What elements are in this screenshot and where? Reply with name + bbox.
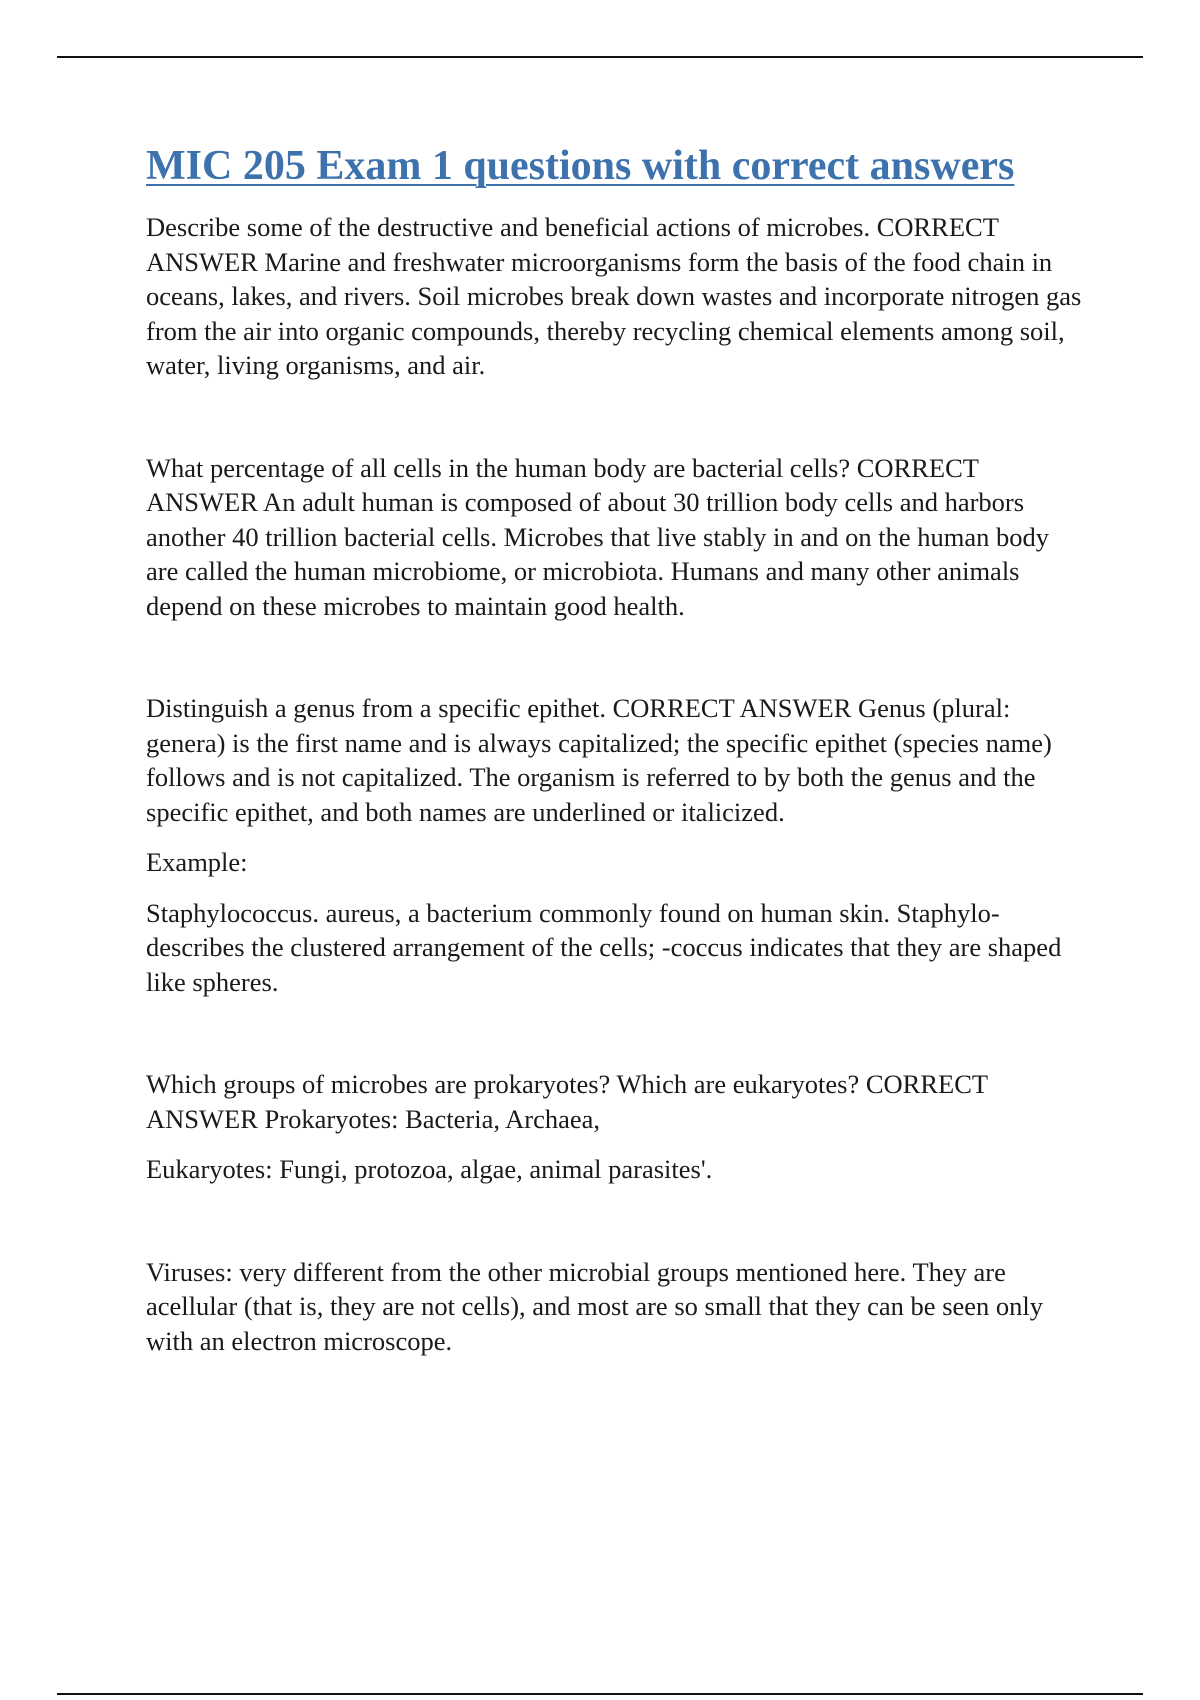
spacer bbox=[146, 1136, 1086, 1152]
spacer bbox=[146, 999, 1086, 1067]
paragraph-genus-epithet: Distinguish a genus from a specific epithet. CORRECT ANSWER Genus (plural: genera) is the first name and is always capitalized; the specific epithet (species name) follows and is not capitalized. The organism is referred to by both the genus and the specific epithet, and both names are underlined or italicized. bbox=[146, 693, 1052, 827]
paragraph-example-label: Example: bbox=[146, 847, 248, 877]
paragraph-viruses: Viruses: very different from the other microbial groups mentioned here. They are acellular (that is, they are not cells), and most are so small that they can be seen only with an electron microscope. bbox=[146, 1256, 1044, 1356]
spacer bbox=[146, 880, 1086, 896]
page-title: MIC 205 Exam 1 questions with correct answers bbox=[146, 143, 1015, 189]
footer-rule bbox=[57, 1693, 1143, 1695]
paragraph-eukaryotes: Eukaryotes: Fungi, protozoa, algae, animal parasites'. bbox=[146, 1154, 713, 1184]
paragraph-microbe-actions: Describe some of the destructive and beneficial actions of microbes. CORRECT ANSWER Marine and freshwater microorganisms form the basis of the food chain in oceans, lakes, and rivers. Soil microbes break down wastes and incorporate nitrogen gas from the air into organic compounds, thereby recycling chemical elements among soil, water, living organisms, and air. bbox=[146, 212, 1082, 380]
spacer bbox=[146, 623, 1086, 691]
document-body bbox=[146, 140, 1086, 1358]
header-rule bbox=[57, 56, 1143, 58]
spacer bbox=[146, 383, 1086, 451]
spacer bbox=[146, 1187, 1086, 1255]
spacer bbox=[146, 829, 1086, 845]
paragraph-bacterial-cells: What percentage of all cells in the human body are bacterial cells? CORRECT ANSWER An adult human is composed of about 30 trillion body cells and harbors another 40 trillion bacterial cells. Microbes that live stably in and on the human body are called the human microbiome, or microbiota. Humans and many other animals depend on these microbes to maintain good health. bbox=[146, 452, 1049, 621]
paragraph-staphylococcus: Staphylococcus. aureus, a bacterium commonly found on human skin. Staphylo- describes the clustered arrangement of the cells; -coccus indicates that they are shaped like spheres. bbox=[146, 897, 1062, 997]
paragraph-prokaryotes: Which groups of microbes are prokaryotes? Which are eukaryotes? CORRECT ANSWER Prokaryotes: Bacteria, Archaea, bbox=[146, 1069, 988, 1134]
